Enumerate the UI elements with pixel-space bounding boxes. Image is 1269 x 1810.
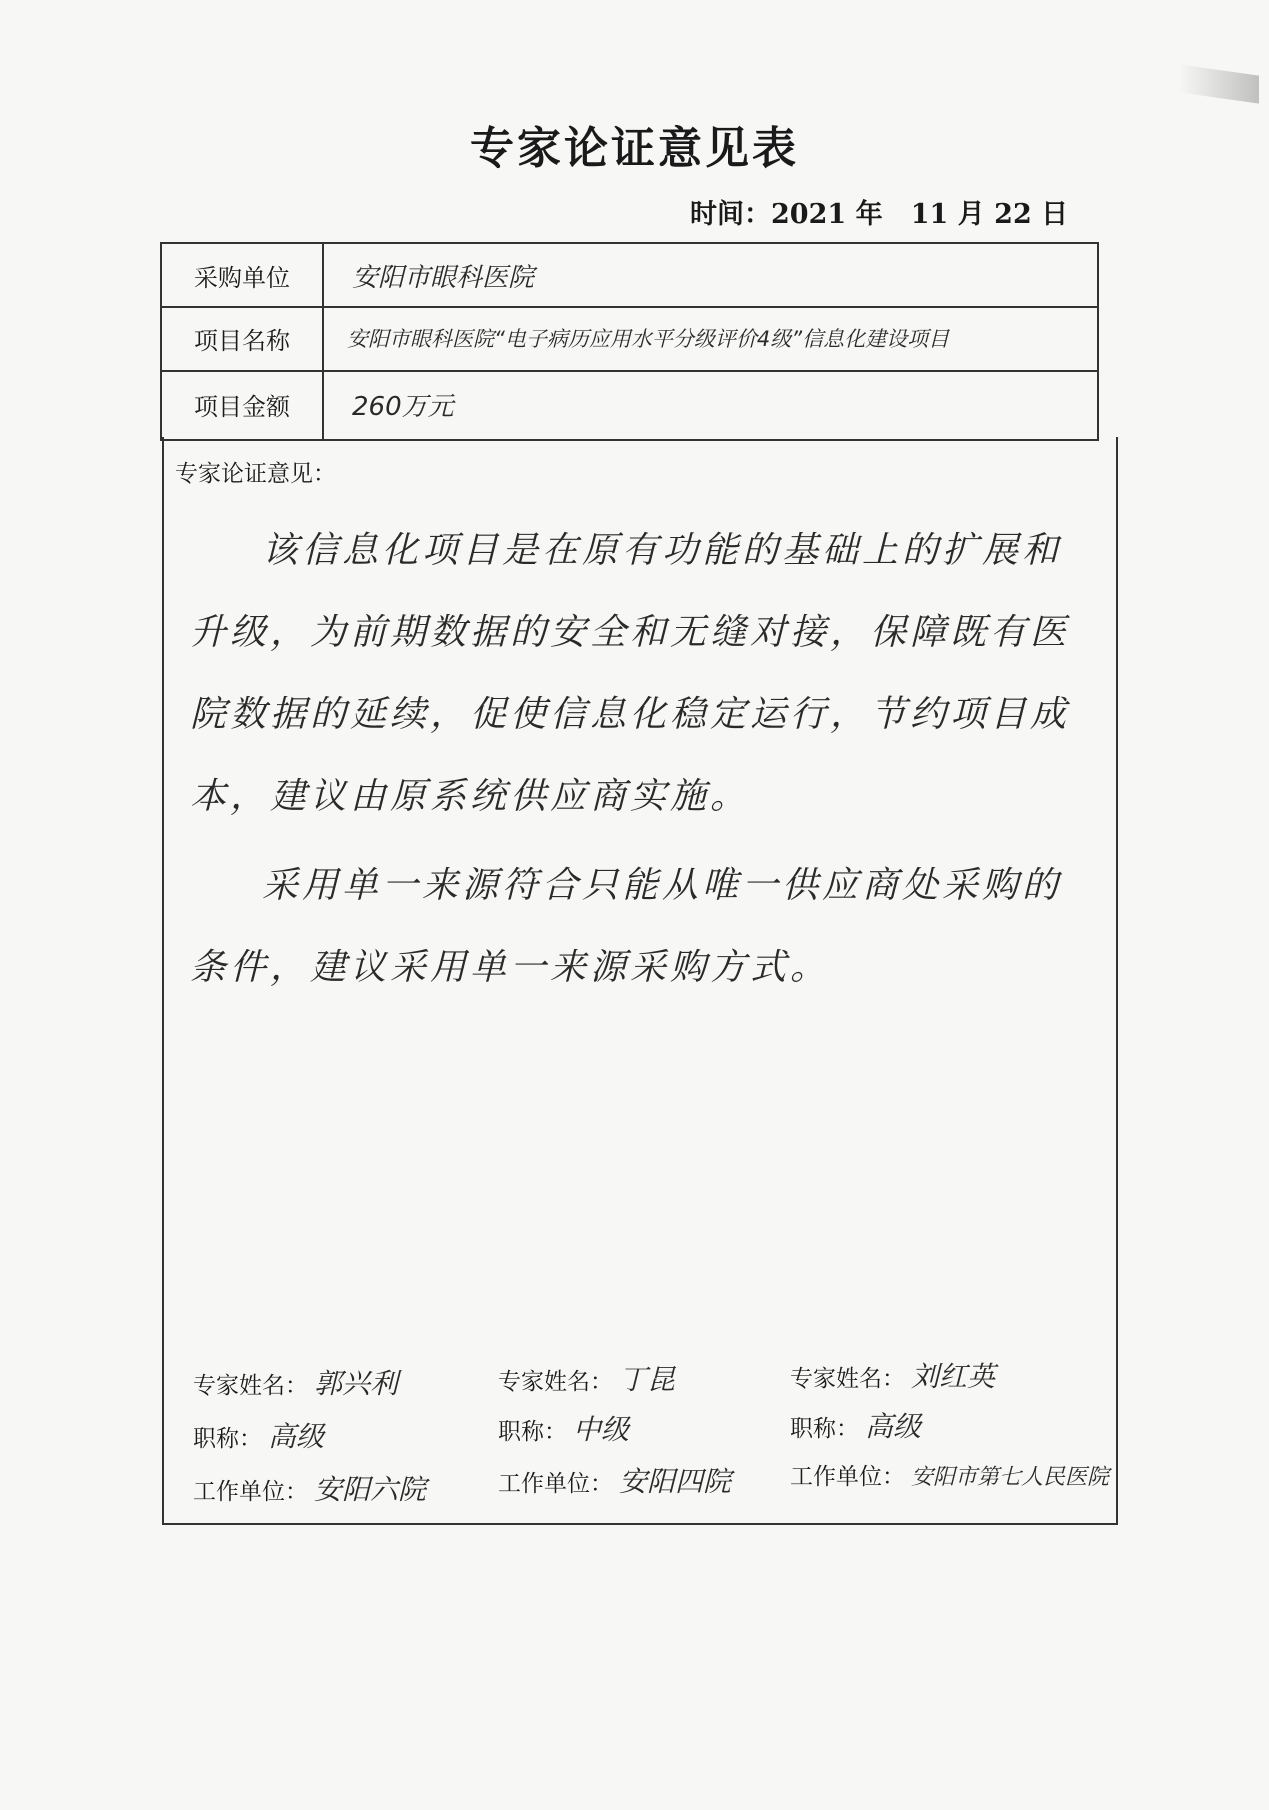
expert-2-title [498,1408,629,1448]
expert-2-name-label: 专家姓名： [498,1369,613,1395]
opinion-heading: 专家论证意见： [175,461,336,487]
info-table [160,242,1099,441]
expert-1-title [193,1415,324,1455]
expert-1-org-label: 工作单位： [193,1479,308,1505]
info-row-project-name [162,306,1097,372]
expert-1-org [193,1468,426,1508]
opinion-paragraph-2: 采用单一来源符合只能从唯一供应商处采购的条件，建议采用单一来源采购方式。 [190,865,1063,988]
purchaser-value: 安阳市眼科医院 [352,262,535,293]
expert-2-name [498,1358,675,1398]
info-row-amount [162,370,1097,439]
amount-value: 260万元 [352,392,454,422]
expert-1-name [193,1362,398,1402]
expert-2-title-value: 中级 [573,1413,630,1446]
project-name-label: 项目名称 [162,306,324,370]
date-month: 11 [910,199,949,230]
expert-2-title-label: 职称： [498,1419,567,1445]
expert-3-title [790,1405,921,1445]
expert-2-org [498,1460,731,1500]
expert-3-org-label: 工作单位： [790,1464,905,1490]
purchaser-label: 采购单位 [162,244,324,306]
expert-2-org-value: 安阳四院 [619,1465,732,1498]
expert-2-name-value: 丁昆 [619,1363,676,1396]
expert-2-org-label: 工作单位： [498,1471,613,1497]
page-title: 专家论证意见表 [470,123,799,174]
expert-3-org-value: 安阳市第七人民医院 [911,1465,1110,1490]
expert-3-title-value: 高级 [865,1410,922,1443]
expert-3-name-label: 专家姓名： [790,1366,905,1392]
date-label: 时间： [690,199,771,230]
expert-1-name-label: 专家姓名： [193,1373,308,1399]
opinion-paragraph-1: 该信息化项目是在原有功能的基础上的扩展和升级，为前期数据的安全和无缝对接，保障既有医院数据的延续，促使信息化稳定运行，节约项目成本，建议由原系统供应商实施。 [190,530,1071,817]
expert-1-org-value: 安阳六院 [314,1473,427,1506]
scan-artifact [1179,64,1259,103]
expert-1-name-value: 郭兴利 [314,1367,399,1400]
date-day: 22 [994,199,1032,230]
expert-1-title-value: 高级 [268,1420,325,1453]
amount-label: 项目金额 [162,370,324,439]
expert-3-name [790,1355,995,1395]
project-name-value: 安阳市眼科医院“电子病历应用水平分级评价4级”信息化建设项目 [347,327,950,351]
expert-3-name-value: 刘红英 [911,1360,996,1393]
expert-3-title-label: 职称： [790,1416,859,1442]
date-line [690,192,1068,231]
date-year: 2021 [771,199,847,230]
expert-3-org [790,1458,1109,1491]
date-day-unit: 日 [1041,199,1069,230]
info-row-purchaser [162,244,1097,308]
date-month-unit: 月 [957,199,985,230]
date-year-unit: 年 [855,199,883,230]
expert-1-title-label: 职称： [193,1426,262,1452]
